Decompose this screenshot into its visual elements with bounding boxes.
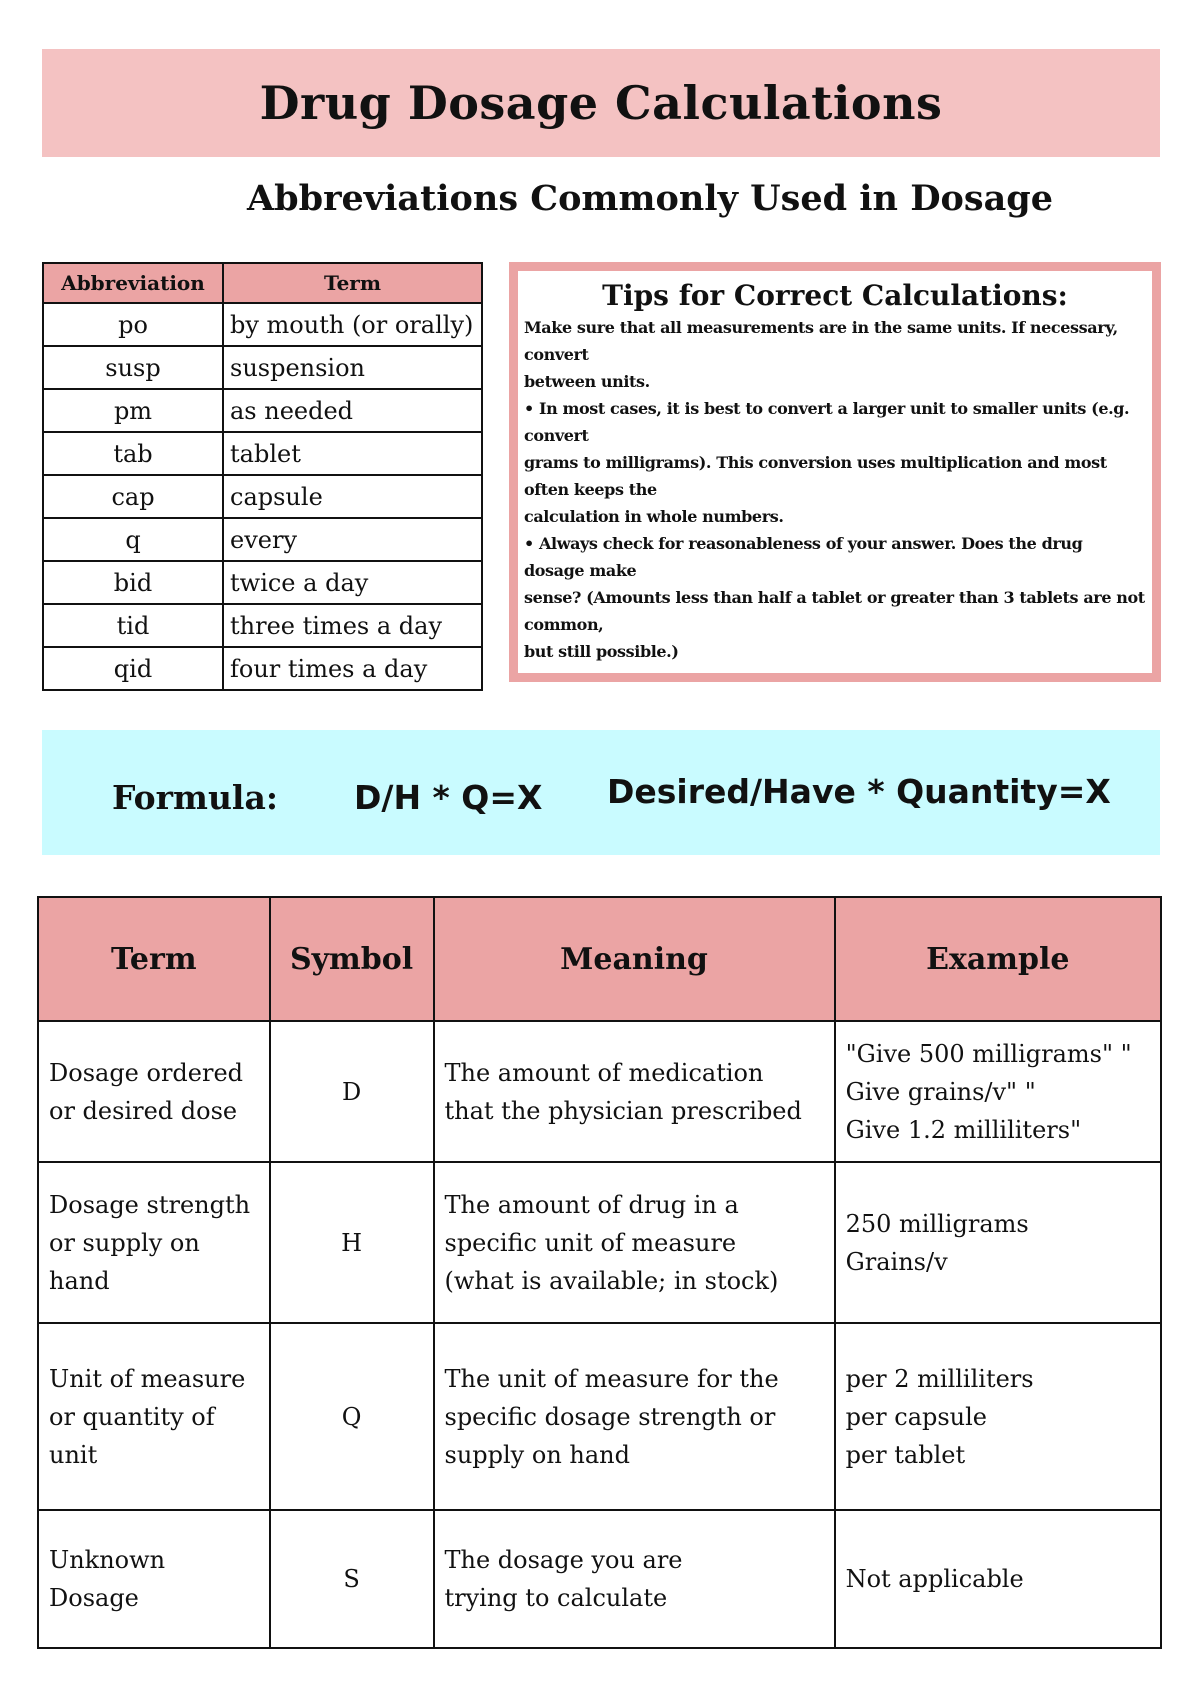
example-cell: "Give 500 milligrams" " Give grains/v" " Give 1.2 milliliters" bbox=[835, 1021, 1161, 1162]
tip-line: dosage make bbox=[524, 561, 637, 580]
tip-line: but still possible.) bbox=[524, 642, 679, 661]
example-column-header: Example bbox=[835, 897, 1161, 1021]
abbreviation-cell: po bbox=[43, 303, 223, 346]
terms-table bbox=[37, 896, 1162, 1649]
meaning-column-header: Meaning bbox=[434, 897, 835, 1021]
table-row bbox=[43, 346, 482, 389]
meaning-cell: The amount of medication that the physician prescribed bbox=[434, 1021, 835, 1162]
abbreviation-column-header: Abbreviation bbox=[43, 263, 223, 303]
tip-line: convert bbox=[524, 345, 589, 364]
tip-line: • In most cases, it is best to convert a larger unit to smaller units (e.g. bbox=[524, 399, 1130, 418]
tip-line: Make sure that all measurements are in the same units. If necessary, bbox=[524, 318, 1118, 337]
term-cell: four times a day bbox=[223, 647, 482, 690]
term-column-header: Term bbox=[38, 897, 270, 1021]
term-cell: Dosage ordered or desired dose bbox=[38, 1021, 270, 1162]
abbreviations-heading: Abbreviations Commonly Used in Dosage bbox=[246, 178, 1054, 219]
table-row bbox=[43, 432, 482, 475]
term-cell: tablet bbox=[223, 432, 482, 475]
meaning-cell: The unit of measure for the specific dosage strength or supply on hand bbox=[434, 1323, 835, 1510]
tips-title: Tips for Correct Calculations: bbox=[602, 279, 1068, 312]
tip-line: convert bbox=[524, 426, 589, 445]
abbreviation-cell: susp bbox=[43, 346, 223, 389]
tip-line: calculation in whole numbers. bbox=[524, 507, 784, 526]
symbol-cell: H bbox=[270, 1162, 434, 1323]
term-cell: suspension bbox=[223, 346, 482, 389]
term-column-header: Term bbox=[223, 263, 482, 303]
formula-label: Formula: bbox=[112, 778, 279, 817]
formula-long: Desired/Have * Quantity=X bbox=[607, 772, 1111, 811]
term-cell: three times a day bbox=[223, 604, 482, 647]
table-row bbox=[43, 561, 482, 604]
table-row bbox=[43, 303, 482, 346]
table-row bbox=[43, 647, 482, 690]
term-cell: capsule bbox=[223, 475, 482, 518]
term-cell: as needed bbox=[223, 389, 482, 432]
term-cell: Dosage strength or supply on hand bbox=[38, 1162, 270, 1323]
term-cell: Unknown Dosage bbox=[38, 1510, 270, 1648]
table-row bbox=[43, 389, 482, 432]
meaning-cell: The amount of drug in a specific unit of measure (what is available; in stock) bbox=[434, 1162, 835, 1323]
table-row bbox=[43, 518, 482, 561]
tip-line: • Always check for reasonableness of your answer. Does the drug bbox=[524, 534, 1083, 553]
abbreviation-cell: q bbox=[43, 518, 223, 561]
term-cell: Unit of measure or quantity of unit bbox=[38, 1323, 270, 1510]
term-cell: by mouth (or orally) bbox=[223, 303, 482, 346]
abbreviations-header-row bbox=[43, 263, 482, 303]
example-cell: 250 milligrams Grains/v bbox=[835, 1162, 1161, 1323]
abbreviation-cell: tid bbox=[43, 604, 223, 647]
symbol-cell: S bbox=[270, 1510, 434, 1648]
tips-box bbox=[509, 262, 1161, 682]
symbol-cell: D bbox=[270, 1021, 434, 1162]
tip-line: often keeps the bbox=[524, 480, 657, 499]
example-cell: Not applicable bbox=[835, 1510, 1161, 1648]
page-title: Drug Dosage Calculations bbox=[259, 76, 943, 130]
symbol-cell: Q bbox=[270, 1323, 434, 1510]
abbreviation-cell: bid bbox=[43, 561, 223, 604]
term-cell: twice a day bbox=[223, 561, 482, 604]
tip-line: sense? (Amounts less than half a tablet or greater than 3 tablets are not bbox=[524, 588, 1145, 607]
abbreviations-table bbox=[42, 262, 483, 691]
table-row bbox=[43, 475, 482, 518]
abbreviation-cell: tab bbox=[43, 432, 223, 475]
tip-line: common, bbox=[524, 615, 604, 634]
term-cell: every bbox=[223, 518, 482, 561]
abbreviation-cell: pm bbox=[43, 389, 223, 432]
formula-short: D/H * Q=X bbox=[354, 778, 543, 817]
meaning-cell: The dosage you are trying to calculate bbox=[434, 1510, 835, 1648]
table-row bbox=[38, 1021, 1161, 1162]
title-banner bbox=[42, 49, 1160, 157]
tip-line: grams to milligrams). This conversion uses multiplication and most bbox=[524, 453, 1107, 472]
abbreviation-cell: cap bbox=[43, 475, 223, 518]
symbol-column-header: Symbol bbox=[270, 897, 434, 1021]
example-cell: per 2 milliliters per capsule per tablet bbox=[835, 1323, 1161, 1510]
abbreviation-cell: qid bbox=[43, 647, 223, 690]
table-row bbox=[38, 1323, 1161, 1510]
table-row bbox=[43, 604, 482, 647]
table-row bbox=[38, 1162, 1161, 1323]
table-row bbox=[38, 1510, 1161, 1648]
tip-line: between units. bbox=[524, 372, 650, 391]
terms-header-row bbox=[38, 897, 1161, 1021]
formula-banner bbox=[42, 730, 1160, 855]
